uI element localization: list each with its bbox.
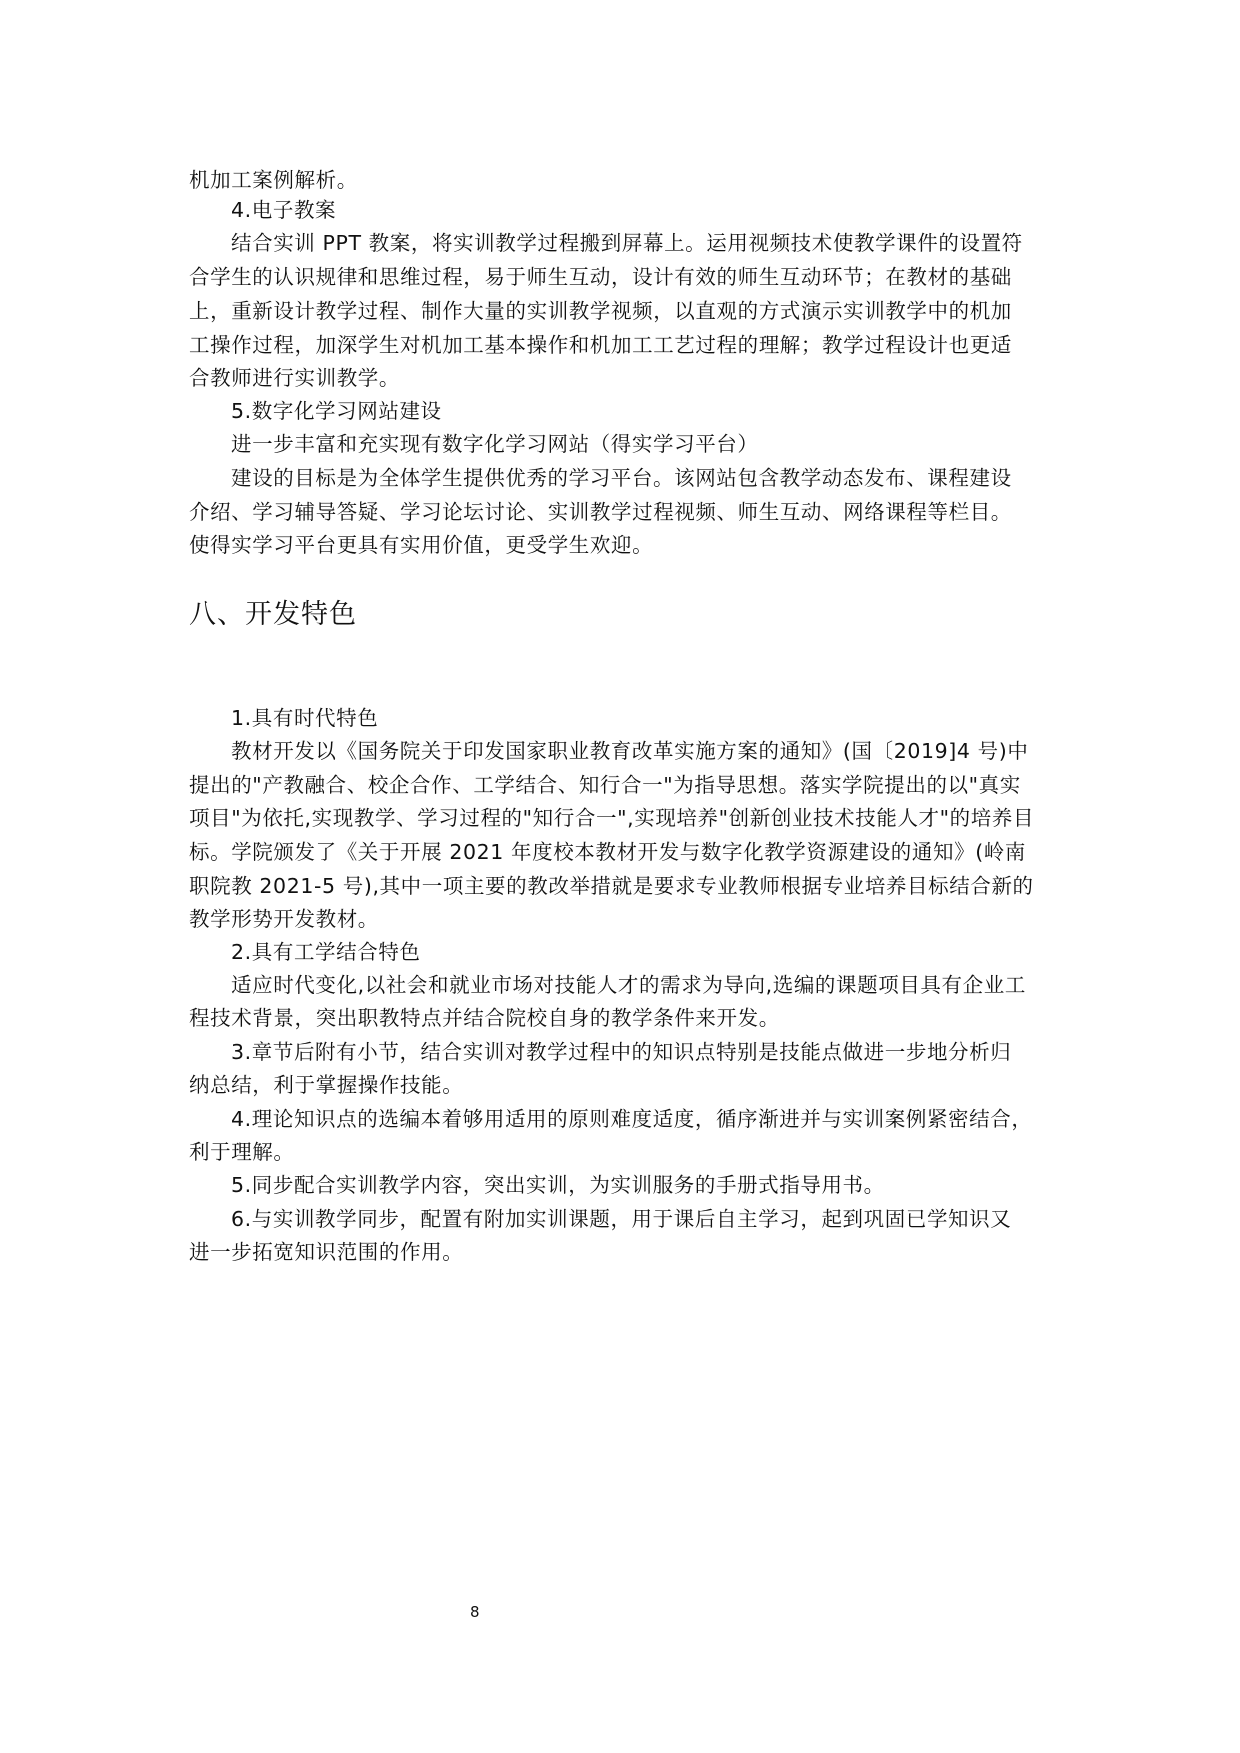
text-line: 教学形势开发教材。 [189,907,379,931]
text-line: 结合实训 PPT 教案，将实训教学过程搬到屏幕上。运用视频技术使教学课件的设置符 [231,231,1023,255]
text-line: 4.理论知识点的选编本着够用适用的原则难度适度，循序渐进并与实训案例紧密结合， [231,1107,1033,1131]
section-heading: 八、开发特色 [189,599,357,630]
text-line: 进一步拓宽知识范围的作用。 [189,1240,464,1264]
text-line: 合教师进行实训教学。 [189,366,400,390]
text-line: 介绍、学习辅导答疑、学习论坛讨论、实训教学过程视频、师生互动、网络课程等栏目。 [189,500,1012,524]
text-line: 利于理解。 [189,1140,295,1164]
text-line: 上，重新设计教学过程、制作大量的实训教学视频，以直观的方式演示实训教学中的机加 [189,299,1012,323]
feature-title-work-study: 2.具有工学结合特色 [231,940,421,964]
feature-title-era: 1.具有时代特色 [231,706,379,730]
text-line: 进一步丰富和充实现有数字化学习网站（得实学习平台） [231,432,759,456]
text-line: 机加工案例解析。 [189,168,358,192]
item-title-e-lesson-plan: 4.电子教案 [231,198,337,222]
text-line: 工操作过程，加深学生对机加工基本操作和机加工工艺过程的理解；教学过程设计也更适 [189,333,1012,357]
text-line: 5.同步配合实训教学内容，突出实训，为实训服务的手册式指导用书。 [231,1173,885,1197]
item-title-digital-website: 5.数字化学习网站建设 [231,399,442,423]
page-number: 8 [470,1603,480,1621]
text-line: 提出的"产教融合、校企合作、工学结合、知行合一"为指导思想。落实学院提出的以"真实 [189,773,1021,797]
text-line: 使得实学习平台更具有实用价值，更受学生欢迎。 [189,533,654,557]
text-line: 适应时代变化,以社会和就业市场对技能人才的需求为导向,选编的课题项目具有企业工 [231,973,1026,997]
text-line: 建设的目标是为全体学生提供优秀的学习平台。该网站包含教学动态发布、课程建设 [231,466,1012,490]
text-line: 教材开发以《国务院关于印发国家职业教育改革实施方案的通知》(国〔2019]4 号)中 [231,739,1029,763]
text-line: 6.与实训教学同步，配置有附加实训课题，用于课后自主学习，起到巩固已学知识又 [231,1207,1012,1231]
text-line: 职院教 2021-5 号),其中一项主要的教改举措就是要求专业教师根据专业培养目标结合新的 [189,874,1034,898]
text-line: 程技术背景，突出职教特点并结合院校自身的教学条件来开发。 [189,1006,780,1030]
text-line: 纳总结，利于掌握操作技能。 [189,1073,464,1097]
text-line: 标。学院颁发了《关于开展 2021 年度校本教材开发与数字化教学资源建设的通知》(岭南 [189,840,1026,864]
text-line: 项目"为依托,实现教学、学习过程的"知行合一",实现培养"创新创业技术技能人才"的培养目 [189,806,1035,830]
text-line: 合学生的认识规律和思维过程，易于师生互动，设计有效的师生互动环节；在教材的基础 [189,265,1012,289]
text-line: 3.章节后附有小节，结合实训对教学过程中的知识点特别是技能点做进一步地分析归 [231,1040,1012,1064]
